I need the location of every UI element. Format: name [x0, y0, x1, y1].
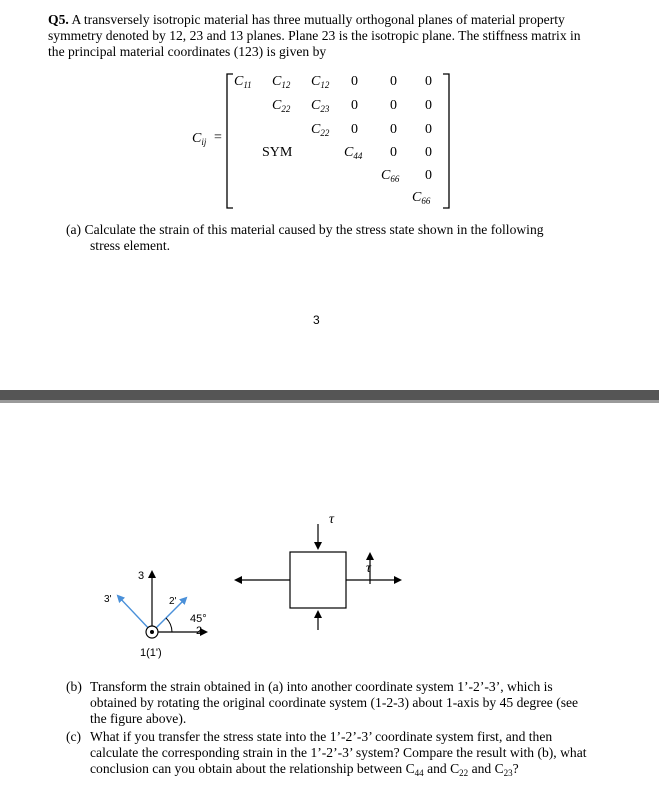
entry-r4c4: $C_{44}$	[344, 145, 363, 161]
part-c-line-2: calculate the corresponding strain in the 1’-2’-3’ system? Compare the result with (b), what	[90, 745, 587, 760]
entry-r3c6: 0	[425, 122, 432, 137]
tau-label-top: τ	[329, 512, 335, 527]
part-b-row	[66, 679, 636, 727]
axis-1-label: 1(1')	[140, 647, 162, 659]
entry-r5c5: $C_{66}$	[381, 168, 400, 184]
entry-r1c3: $C_{12}$	[311, 74, 330, 90]
stress-element	[290, 552, 346, 608]
part-b-line-1: Transform the strain obtained in (a) into another coordinate system 1’-2’-3’, which is	[90, 679, 553, 694]
entry-r5c6: 0	[425, 168, 432, 183]
page-divider	[0, 390, 659, 400]
part-c	[66, 729, 636, 781]
entry-r2c5: 0	[390, 98, 397, 113]
entry-r1c4: 0	[351, 74, 358, 89]
page-divider-shadow	[0, 400, 659, 403]
entry-r3c3: $C_{22}$	[311, 122, 330, 138]
entry-r2c4: 0	[351, 98, 358, 113]
part-b-label: (b)	[66, 679, 82, 694]
axis-2p-label: 2'	[169, 596, 177, 607]
angle-label: 45°	[190, 613, 207, 625]
entry-r6c6: $C_{66}$	[412, 190, 431, 206]
part-b-line-3: the figure above).	[90, 711, 187, 726]
entry-r3c4: 0	[351, 122, 358, 137]
part-a	[66, 222, 626, 254]
entry-r2c2: $C_{22}$	[272, 98, 291, 114]
entry-r4c6: 0	[425, 145, 432, 160]
intro-line-3: the principal material coordinates (123) is given by	[48, 44, 327, 59]
entry-r1c5: 0	[390, 74, 397, 89]
entry-r1c2: $C_{12}$	[272, 74, 291, 90]
tau-label-right: τ	[366, 561, 372, 576]
entry-r2c6: 0	[425, 98, 432, 113]
part-b	[66, 679, 636, 727]
entry-r4c5: 0	[390, 145, 397, 160]
part-b-line-2: obtained by rotating the original coordinate system (1-2-3) about 1-axis by 45 degree (see	[90, 695, 579, 710]
sym-label: SYM	[262, 145, 293, 160]
matrix-lhs: $C_{ij}$	[192, 131, 207, 147]
intro-line-1: Q5. A transversely isotropic material has three mutually orthogonal planes of material property	[48, 12, 565, 27]
axis-3p-arrow	[118, 596, 152, 632]
entry-r1c6: 0	[425, 74, 432, 89]
right-bracket	[443, 74, 449, 208]
angle-arc	[166, 618, 172, 632]
stiffness-matrix	[0, 0, 659, 215]
axis-3-label: 3	[138, 570, 145, 582]
entry-r3c5: 0	[390, 122, 397, 137]
part-c-line-3: conclusion can you obtain about the relationship between $C_{44}$ and $C_{22}$ and $C_{23}$?	[90, 761, 519, 778]
part-c-line-1: What if you transfer the stress state into the 1’-2’-3’ coordinate system first, and then	[90, 729, 553, 744]
intro-line-2: symmetry denoted by 12, 23 and 13 planes. Plane 23 is the isotropic plane. The stiffness matrix in	[48, 28, 581, 43]
part-c-row	[66, 729, 636, 781]
part-a-line-2: stress element.	[90, 238, 171, 253]
matrix-equals: =	[214, 130, 222, 145]
left-bracket	[227, 74, 233, 208]
question-label: Q5.	[48, 12, 69, 27]
part-c-label: (c)	[66, 729, 82, 744]
entry-c11: $C_{11}$	[234, 74, 252, 90]
part-a-line-1: (a) Calculate the strain of this material caused by the stress state shown in the following	[66, 222, 544, 237]
axis-3p-label: 3'	[104, 594, 112, 605]
entry-r2c3: $C_{23}$	[311, 98, 330, 114]
axis-2-label: 2	[196, 625, 203, 637]
page-number: 3	[313, 313, 320, 327]
